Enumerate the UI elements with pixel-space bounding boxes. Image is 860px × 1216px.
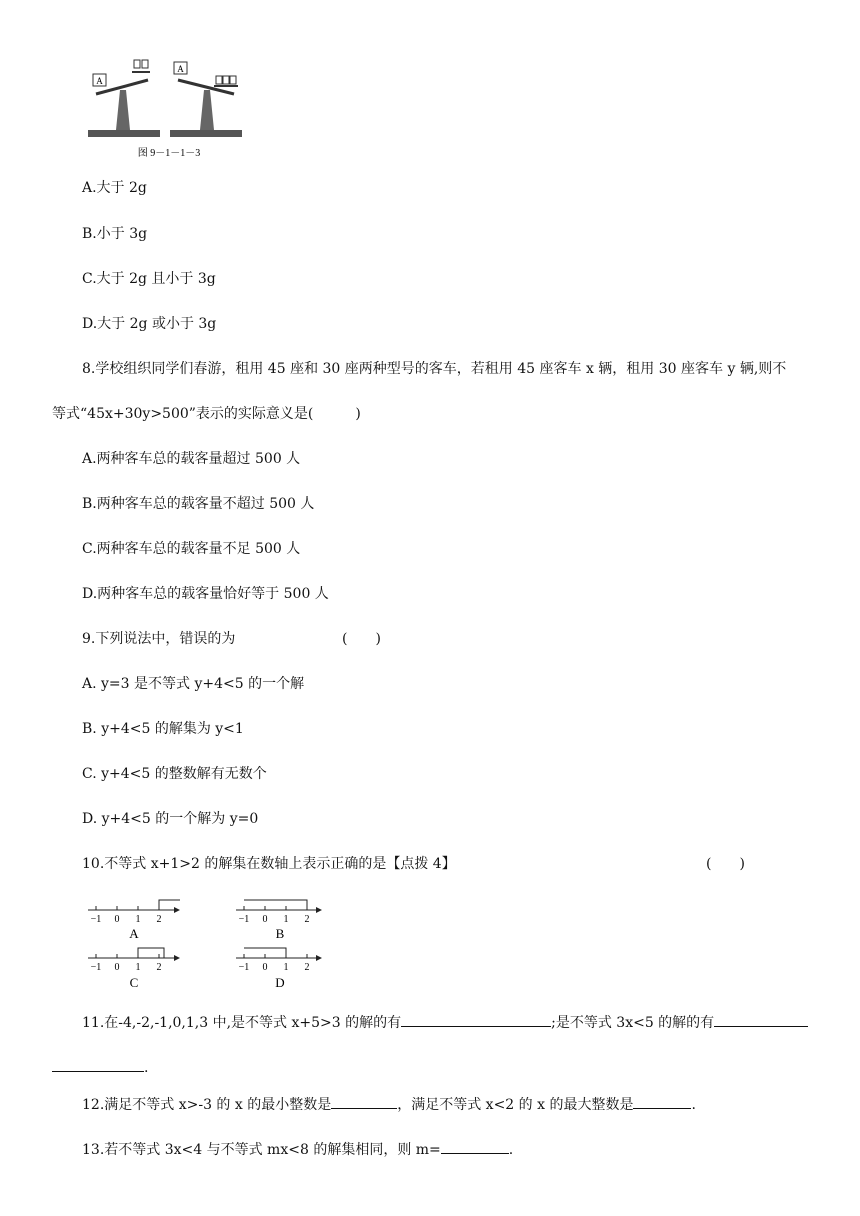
q12-blank-1[interactable] xyxy=(331,1094,397,1109)
q12-stem-part-b: ，满足不等式 x<2 的 x 的最大整数是 xyxy=(397,1097,634,1113)
q8-option-b: B.两种客车总的载客量不超过 500 人 xyxy=(82,496,315,512)
tick-label: 0 xyxy=(262,962,268,973)
q7-option-d: D.大于 2g 或小于 3g xyxy=(82,316,217,332)
tick-label: 2 xyxy=(156,914,162,925)
q11-line2 xyxy=(52,1057,148,1078)
q13-period: . xyxy=(508,1142,514,1158)
q9-option-c: C. y+4<5 的整数解有无数个 xyxy=(82,766,267,782)
option-label-a: A xyxy=(129,926,139,941)
q11-stem-part-a: 11.在-4,-2,-1,0,1,3 中,是不等式 x+5>3 的解的有 xyxy=(82,1015,402,1031)
q8-stem-line1: 8.学校组织同学们春游，租用 45 座和 30 座两种型号的客车，若租用 45 座客车 x 辆，租用 30 座客车 y 辆,则不 xyxy=(82,361,787,377)
balance-scales-drawing xyxy=(84,58,254,162)
q10-answer-paren: ( ) xyxy=(706,856,745,872)
balance-figure xyxy=(84,58,254,162)
tick-label: −1 xyxy=(238,962,250,973)
q11-line1 xyxy=(82,1012,808,1033)
tick-label: 1 xyxy=(283,962,289,973)
box-label-left: A xyxy=(96,76,103,86)
box-label-right: A xyxy=(177,64,184,74)
q12-blank-2[interactable] xyxy=(633,1094,691,1109)
tick-label: 2 xyxy=(156,962,162,973)
q11-blank-2-start[interactable] xyxy=(714,1012,808,1027)
number-line-a xyxy=(88,900,180,941)
q12-period: . xyxy=(691,1097,696,1113)
q8-option-d: D.两种客车总的载客量恰好等于 500 人 xyxy=(82,586,329,602)
q11-period: . xyxy=(144,1060,149,1076)
q7-option-a: A.大于 2g xyxy=(82,180,147,196)
q11-stem-part-b: ;是不等式 3x<5 的解的有 xyxy=(551,1015,715,1031)
option-label-b: B xyxy=(275,926,285,941)
tick-label: 1 xyxy=(135,962,141,973)
tick-label: 2 xyxy=(304,914,310,925)
q9-answer-paren: ( ) xyxy=(342,631,381,647)
q8-option-c: C.两种客车总的载客量不足 500 人 xyxy=(82,541,301,557)
q8-option-a: A.两种客车总的载客量超过 500 人 xyxy=(82,451,301,467)
q9-option-a: A. y=3 是不等式 y+4<5 的一个解 xyxy=(82,676,305,692)
q12-stem-part-a: 12.满足不等式 x>-3 的 x 的最小整数是 xyxy=(82,1097,332,1113)
tick-label: −1 xyxy=(90,914,102,925)
q13-stem: 13.若不等式 3x<4 与不等式 mx<8 的解集相同，则 m= xyxy=(82,1142,441,1158)
q13-blank[interactable] xyxy=(441,1139,509,1154)
q12-line xyxy=(82,1094,696,1115)
q11-blank-2-end[interactable] xyxy=(52,1057,144,1072)
q7-option-c: C.大于 2g 且小于 3g xyxy=(82,271,216,287)
q10-stem: 10.不等式 x+1>2 的解集在数轴上表示正确的是【点拨 4】 xyxy=(82,856,456,872)
option-label-d: D xyxy=(275,975,285,990)
number-line-options-drawing xyxy=(84,892,334,996)
figure-caption: 图 9－1－1－3 xyxy=(137,148,201,159)
q7-option-b: B.小于 3g xyxy=(82,226,148,242)
number-line-options xyxy=(84,892,334,996)
number-line-c xyxy=(88,948,180,990)
q9-option-b: B. y+4<5 的解集为 y<1 xyxy=(82,721,244,737)
tick-label: 1 xyxy=(283,914,289,925)
tick-label: −1 xyxy=(90,962,102,973)
option-label-c: C xyxy=(129,975,139,990)
q11-blank-1[interactable] xyxy=(401,1012,551,1027)
tick-label: 0 xyxy=(114,962,120,973)
tick-label: 1 xyxy=(135,914,141,925)
q9-stem: 9.下列说法中，错误的为 xyxy=(82,631,236,647)
q8-stem-line2: 等式“45x+30y>500”表示的实际意义是( ) xyxy=(52,406,361,422)
number-line-d xyxy=(236,948,322,990)
number-line-b xyxy=(236,900,322,941)
q9-option-d: D. y+4<5 的一个解为 y=0 xyxy=(82,811,259,827)
tick-label: 0 xyxy=(262,914,268,925)
tick-label: −1 xyxy=(238,914,250,925)
tick-label: 0 xyxy=(114,914,120,925)
q13-line xyxy=(82,1139,513,1160)
tick-label: 2 xyxy=(304,962,310,973)
